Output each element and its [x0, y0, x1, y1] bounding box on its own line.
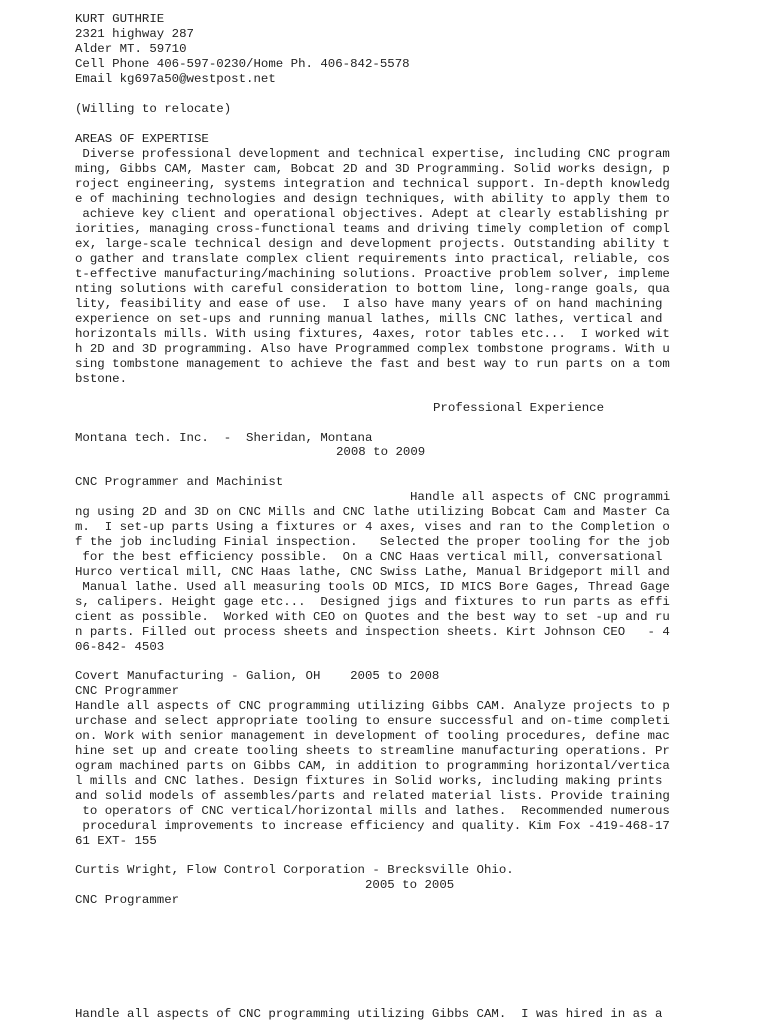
expertise-line: sing tombstone management to achieve the fast and best way to run parts on a tom: [75, 357, 670, 371]
job-description-line: hine set up and create tooling sheets to streamline manufacturing operations. Pr: [75, 744, 670, 758]
job-dates: 2005 to 2005: [365, 878, 455, 892]
expertise-line: achieve key client and operational objectives. Adept at clearly establishing pr: [75, 207, 670, 221]
job-title: CNC Programmer: [75, 684, 180, 698]
job-description-line: 61 EXT- 155: [75, 834, 157, 848]
job-description-line: urchase and select appropriate tooling to ensure successful and on-time completi: [75, 714, 670, 728]
expertise-line: Diverse professional development and technical expertise, including CNC program: [75, 147, 670, 161]
job-description-line: l mills and CNC lathes. Design fixtures in Solid works, including making prints: [75, 774, 663, 788]
job-description-line: and solid models of assembles/parts and related material lists. Provide training: [75, 789, 670, 803]
expertise-line: e of machining technologies and design techniques, with ability to apply them to: [75, 192, 670, 206]
job-description-line: n parts. Filled out process sheets and inspection sheets. Kirt Johnson CEO - 4: [75, 625, 670, 639]
job-title: CNC Programmer and Machinist: [75, 475, 284, 489]
contact-email: Email kg697a50@westpost.net: [75, 72, 276, 86]
expertise-line: ming, Gibbs CAM, Master cam, Bobcat 2D and 3D Programming. Solid works design, p: [75, 162, 670, 176]
job-company: Montana tech. Inc. - Sheridan, Montana: [75, 431, 373, 445]
job-description-line: on. Work with senior management in development of tooling procedures, define mac: [75, 729, 670, 743]
job-title: CNC Programmer: [75, 893, 180, 907]
expertise-line: nting solutions with careful consideration to bottom line, long-range goals, qua: [75, 282, 670, 296]
job-company: Curtis Wright, Flow Control Corporation - Brecksville Ohio.: [75, 863, 514, 877]
job-description-line: Hurco vertical mill, CNC Haas lathe, CNC Swiss Lathe, Manual Bridgeport mill and: [75, 565, 670, 579]
job-dates: 2008 to 2009: [336, 445, 426, 459]
job-description-line: cient as possible. Worked with CEO on Quotes and the best way to set -up and ru: [75, 610, 670, 624]
job-description-line: s, calipers. Height gage etc... Designed jigs and fixtures to run parts as effi: [75, 595, 670, 609]
expertise-line: horizontals mills. With using fixtures, 4axes, rotor tables etc... I worked wit: [75, 327, 670, 341]
job-description-line: for the best efficiency possible. On a CNC Haas vertical mill, conversational: [75, 550, 663, 564]
job-description-line: Handle all aspects of CNC programming utilizing Gibbs CAM. I was hired in as a: [75, 1007, 663, 1021]
job-description-line: 06-842- 4503: [75, 640, 165, 654]
job-company: Covert Manufacturing - Galion, OH 2005 to 2008: [75, 669, 440, 683]
expertise-line: o gather and translate complex client requirements into practical, reliable, cos: [75, 252, 670, 266]
expertise-line: experience on set-ups and running manual lathes, mills CNC lathes, vertical and: [75, 312, 663, 326]
job-description-line: ogram machined parts on Gibbs CAM, in addition to programming horizontal/vertica: [75, 759, 670, 773]
job-description-line: m. I set-up parts Using a fixtures or 4 axes, vises and ran to the Completion o: [75, 520, 670, 534]
job-description-line: Handle all aspects of CNC programming utilizing Gibbs CAM. Analyze projects to p: [75, 699, 670, 713]
expertise-line: lity, feasibility and ease of use. I also have many years of on hand machining: [75, 297, 663, 311]
expertise-line: h 2D and 3D programming. Also have Programmed complex tombstone programs. With u: [75, 342, 670, 356]
relocate-note: (Willing to relocate): [75, 102, 232, 116]
job-description-line: Handle all aspects of CNC programmi: [410, 490, 671, 504]
expertise-heading: AREAS OF EXPERTISE: [75, 132, 209, 146]
experience-heading: Professional Experience: [433, 401, 605, 415]
job-description-line: ng using 2D and 3D on CNC Mills and CNC lathe utilizing Bobcat Cam and Master Ca: [75, 505, 670, 519]
contact-name: KURT GUTHRIE: [75, 12, 165, 26]
expertise-line: ex, large-scale technical design and development projects. Outstanding ability t: [75, 237, 670, 251]
job-description-line: Manual lathe. Used all measuring tools OD MICS, ID MICS Bore Gages, Thread Gage: [75, 580, 670, 594]
expertise-line: roject engineering, systems integration and technical support. In-depth knowledg: [75, 177, 670, 191]
expertise-line: t-effective manufacturing/machining solutions. Proactive problem solver, impleme: [75, 267, 670, 281]
expertise-line: iorities, managing cross-functional teams and driving timely completion of compl: [75, 222, 670, 236]
contact-phones: Cell Phone 406-597-0230/Home Ph. 406-842-5578: [75, 57, 410, 71]
contact-street: 2321 highway 287: [75, 27, 194, 41]
expertise-line: bstone.: [75, 372, 128, 386]
job-description-line: to operators of CNC vertical/horizontal mills and lathes. Recommended numerous: [75, 804, 670, 818]
job-description-line: procedural improvements to increase efficiency and quality. Kim Fox -419-468-17: [75, 819, 670, 833]
contact-city: Alder MT. 59710: [75, 42, 187, 56]
job-description-line: f the job including Finial inspection. Selected the proper tooling for the job: [75, 535, 670, 549]
